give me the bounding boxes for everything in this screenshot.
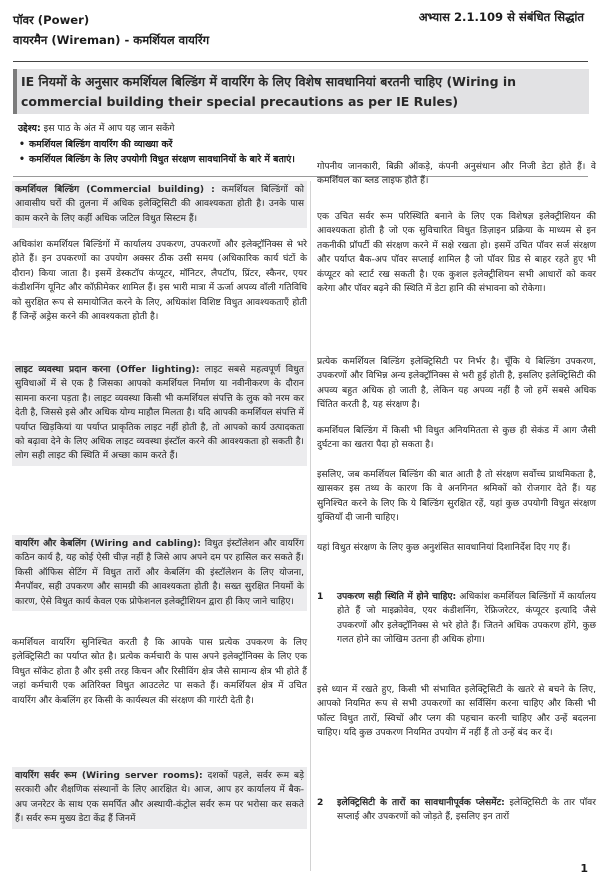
page-number: 1 [580, 862, 588, 875]
paragraph-text: कमर्शियल बिल्डिंग में किसी भी विधुत अनियमितता से कुछ ही सेकंड में आग जैसी दुर्घटना का खतरा पैदा हो सकता है। [317, 426, 596, 451]
paragraph-text: यहां विधुत संरक्षण के लिए कुछ अनुशंसित सावधानियां दिशानिर्देश दिए गए हैं। [317, 543, 571, 553]
paragraph-text: एक उचित सर्वर रूम परिस्थिति बनाने के लिए एक विशेषज्ञ इलेक्ट्रीशियन की आवश्यकता होती है जो एक सुविचारित विधुत डिज़ाइन प्रक्रिया के माध्यम से इन तकनीकी प्रॉपर्टी की संरक्षण करने में सक्षे रखता हो। इसमें उचित पॉवर सर्ज संरक्षण और पर्याप्त बैक-अप पॉवर सप्लाई शामिल है जो पॉवर ग्रिड से बाहर रहते हुए भी कंप्यूटर को स्टार्ट रख सकती है। एक कुशल इलेक्ट्रीशियन सभी आधारों को कवर करेगा और पॉवर बढ़ने की स्थिति में डेटा हानि की संभावना को रोकेगा। [317, 212, 596, 295]
wiring-cabling-section [12, 535, 307, 611]
left-column [12, 181, 307, 861]
paragraph-text: विधुत इंस्टॉलेशन और वायरिंग कठिन कार्य है, यह कोई ऐसी चीज़ नहीं है जिसे आप अपने दम पर हासिल कर सकते हैं। किसी ऑफिस सेटिंग में विधुत तारों और केबलिंग की इंस्टॉलेशन के लिए योजना, मैनपॉवर, सही उपकरण और सामग्री की आवश्यकता होती है। सख्त सुरक्षित नियमों के कारण, ऐसे विधुत कार्य केवल एक प्रोफेशनल इलेक्ट्रीशियन द्वारा ही किए जाने चाहिए। [15, 539, 304, 607]
precaution-item-2 [317, 796, 596, 825]
paragraph-text: इसलिए, जब कमर्शियल बिल्डिंग की बात आती है तो संरक्षण सर्वोच्च प्राथमिकता है, खासकर इस तथ्य के कारण कि वे अनगिनत श्रमिकों को रोजगार देते हैं। यह सुनिश्चित करने के लिए कि ये बिल्डिंग सुरक्षित रहें, यहां कुछ उपयोगी विधुत संरक्षण युक्तियाँ दी जानी चाहिए। [317, 470, 596, 524]
header-left [13, 10, 209, 50]
paragraph [15, 769, 304, 827]
item-heading: इलेक्ट्रिसिटी के तारों का सावधानीपूर्वक प्लेसमेंट: [337, 798, 505, 808]
precaution-item-1 [317, 590, 596, 648]
paragraph [337, 796, 596, 825]
item-number: 2 [317, 798, 324, 808]
paragraph [15, 183, 304, 226]
column-separator [310, 181, 311, 871]
objectives-intro-line [18, 121, 588, 137]
paragraph [337, 590, 596, 648]
section-heading: लाइट व्यवस्था प्रदान करना (Offer lighting): [15, 365, 200, 375]
section-heading: वायरिंग सर्वर रूम (Wiring server rooms): [15, 771, 203, 781]
paragraph-text: प्रत्येक कमर्शियल बिल्डिंग इलेक्ट्रिसिटी पर निर्भर है। चूँकि ये बिल्डिंग उपकरण, उपकरणों और विभिन्न अन्य इलेक्ट्रॉनिक्स से भरी हुई होती है, इसलिए इलेक्ट्रिसिटी की अपव्य बहुत अधिक हो जाती है, लेकिन यह अपव्य नहीं है जो हमें सबसे अधिक चिंतित करती है, यह संरक्षण है। [317, 357, 596, 411]
server-data-continuation [317, 160, 596, 189]
item-number: 1 [317, 592, 324, 602]
objectives-label: उद्देश्य: [18, 123, 41, 134]
safety-priority-paragraph [317, 468, 596, 526]
item-text: इलेक्ट्रिसिटी के तार पॉवर सप्लाई और उपकरणों को जोड़ते हैं, इसलिए इन तारों [337, 798, 596, 823]
lesson-title: IE नियमों के अनुसार कमर्शियल बिल्डिंग में वायरिंग के लिए विशेष सावधानियां बरतनी चाहिए (Wiring in commercial building their special precautions as per IE Rules) [21, 74, 517, 109]
lesson-title-box [13, 69, 589, 114]
item-text: अधिकांश कमर्शियल बिल्डिंगों में कार्यालय होते हैं जो माइक्रोवेव, एयर कंडीशनिंग, रेफ्रिजरेटर, कंप्यूटर इत्यादि जैसे उपकरणों और इलेक्ट्रॉनिक्स से भरे होते हैं। जितने अधिक उपकरण होंगे, कुछ गलत होने का जोखिम उतना ही अधिक होगा। [337, 592, 597, 646]
paragraph [15, 537, 304, 609]
objectives-intro: इस पाठ के अंत में आप यह जान सकेंगे [43, 123, 175, 134]
section-heading: वायरिंग और केबलिंग (Wiring and cabling): [15, 539, 201, 549]
commercial-building-section [12, 181, 307, 228]
fire-risk-paragraph [317, 424, 596, 453]
paragraph-text: इसे ध्यान में रखते हुए, किसी भी संभावित इलेक्ट्रिसिटी के खतरे से बचने के लिए, आपको नियमित रूप से सभी उपकरणों का सर्विसिंग करना चाहिए और किसी भी फॉल्ट विधुत तारों, स्विचों और प्लग की पहचान करनी चाहिए और उन्हें बदलना चाहिए। यदि कुछ उपकरण नियमित उपयोग में नहीं हैं तो उन्हें बंद कर दें। [317, 685, 596, 739]
paragraph-text: लाइट सबसे महत्वपूर्ण विधुत सुविधाओं में से एक है जिसका आपको कमर्शियल निर्माण या नवीनीकरण के दौरान सामना करना पड़ता है। लाइट व्यवस्था किसी भी कमर्शियल संपत्ति के लुक को नरम कर देती है, जिससे इसे और अधिक योग्य माहौल मिलता है। यदि आपकी कमर्शियल संपत्ति में पर्याप्त खिड़कियां या पर्याप्त प्राकृतिक लाइट नहीं होती है, तो आपको कार्य उत्पादकता को बढ़ावा देने के लिए अधिक लाइट व्यवस्था इंस्टॉल करने की आवश्यकता हो सकती है। लोग सही लाइट की स्थिति में अच्छा काम करते हैं। [15, 365, 305, 462]
right-column [317, 160, 596, 860]
servicing-paragraph [317, 683, 596, 741]
paragraph-text: अधिकांश कमर्शियल बिल्डिंगों में कार्यालय उपकरण, उपकरणों और इलेक्ट्रॉनिक्स से भरे होते हैं। इन उपकरणों का उपयोग अक्सर ठीक उसी समय (अधिकारिक कार्य घंटों के दौरान) किया जाता है। इसमें डेस्कटॉप कंप्यूटर, मॉनिटर, लैपटॉप, प्रिंटर, स्कैनर, एयर कंडीशनिंग यूनिट और कॉफ़ीमेकर शामिल हैं। इस भारी मात्रा में ऊर्जा अपव्य वॉली गतिविधि को सुरक्षित रूप से समायोजित करने के लिए, अधिकांश विशिष्ट विधुत आवश्यकताएँ होती हैं जिन्हें अड्रेस करने की आवश्यकता होती है। [12, 240, 307, 323]
header-rule [13, 61, 588, 62]
objective-item: • कमर्शियल बिल्डिंग वायरिंग की व्याख्या करें [29, 137, 588, 153]
server-room-section [12, 767, 307, 829]
paragraph-text: कमर्शियल वायरिंग सुनिश्चित करती है कि आपके पास प्रत्येक उपकरण के लिए इलेक्ट्रिसिटी का पर्याप्त स्रोत है। प्रत्येक कर्मचारी के पास अपने इलेक्ट्रॉनिक्स के लिए एक विधुत सॉकेट होता है और इसी तरह किचन और रिसीविंग क्षेत्र जैसे सामान्य क्षेत्र भी होते हैं जहां कर्मचारी एक अतिरिक्त विधुत आउटलेट पा सकते हैं। कमर्शियल क्षेत्र में उचित वायरिंग और केबलिंग हर किसी के कार्यस्थल की संरक्षण की गारंटी देती है। [12, 638, 307, 706]
item-heading: उपकरण सही स्थिति में होने चाहिए: [337, 592, 457, 602]
electricity-dependence-paragraph [317, 355, 596, 413]
exercise-reference: अभ्यास 2.1.109 से संबंधित सिद्धांत [418, 10, 584, 24]
paragraph [15, 363, 304, 464]
title-accent-bar [13, 69, 17, 114]
office-equipment-section [12, 238, 307, 324]
paragraph-text: कमर्शियल बिल्डिंगों को आवासीय घरों की तुलना में अधिक इलेक्ट्रिसिटी की आवश्यकता होती है। उनके पास काम करने के लिए कहीं अधिक जटिल विधुत सिस्टम हैं। [15, 185, 304, 224]
subtitle-label: वायरमैन (Wireman) - कमर्शियल वायरिंग [13, 33, 210, 47]
lighting-section [12, 361, 307, 466]
server-room-expert-paragraph [317, 210, 596, 296]
wiring-socket-section [12, 636, 307, 708]
objective-item: • कमर्शियल बिल्डिंग के लिए उपयोगी विधुत संरक्षण सावधानियों के बारे में बताएं। [29, 152, 588, 168]
paragraph-text: गोपनीय जानकारी, बिक्री ऑकड़े, कंपनी अनुसंधान और निजी डेटा होते हैं। वे कमर्शियल का ब्लड लाइफ होते हैं। [317, 162, 596, 187]
page-header [0, 0, 600, 63]
guidelines-intro-paragraph [317, 541, 596, 555]
paragraph-text: दशकों पहले, सर्वर रूम बड़े सरकारी और शैक्षणिक संस्थानों के लिए आरक्षित थे। आज, आप हर कार्यालय में बैक-अप जनरेटर के साथ एक समर्पित और अस्थायी-कंट्रोल सर्वर रूम पर भरोसा कर सकते हैं। सर्वर रूम मुख्य डेटा केंद्र हैं जिनमें [15, 771, 304, 825]
trade-label: पॉवर (Power) [13, 13, 90, 27]
section-heading: कमर्शियल बिल्डिंग (Commercial building) : [15, 185, 215, 195]
